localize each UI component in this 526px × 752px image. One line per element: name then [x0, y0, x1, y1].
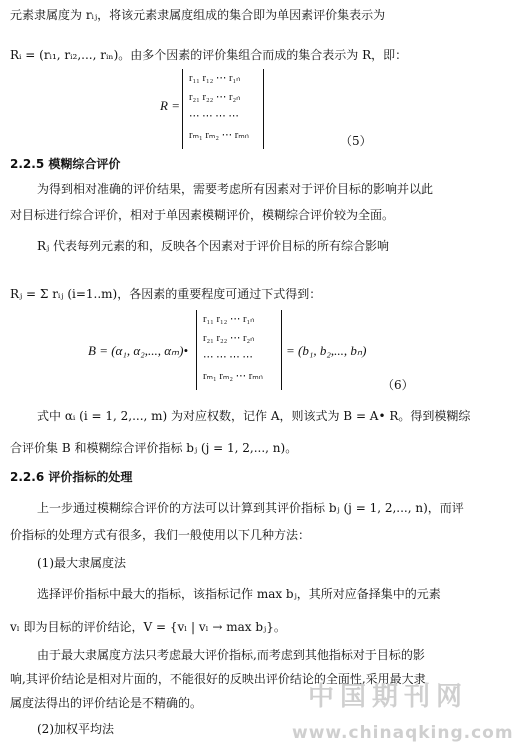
text-line: 为得到相对准确的评价结果，需要考虑所有因素对于评价目标的影响并以此	[37, 182, 434, 196]
text-line: 选择评价指标中最大的指标，该指标记作 max bⱼ，其所对应备择集中的元素	[37, 587, 441, 601]
text-line: 式中 αᵢ (i = 1, 2,..., m) 为对应权数，记作 A，则该式为 B = A• R。得到模糊综	[37, 409, 471, 423]
matrix-row: rₘ₁ rₘ₂ ⋯ rₘₙ	[203, 371, 263, 382]
text-line: Rⱼ = Σ rᵢⱼ (i=1..m)，各因素的重要程度可通过下式得到：	[10, 287, 322, 301]
watermark-url: www.chinaqking.com	[292, 723, 514, 743]
matrix-row: rₘ₁ rₘ₂ ⋯ rₘₙ	[189, 130, 249, 141]
matrix-lhs: R =	[160, 98, 180, 113]
matrix-row: r₂₁ r₂₂ ⋯ r₂ₙ	[203, 333, 255, 344]
list-item: (1)最大隶属度法	[37, 556, 126, 570]
section-heading: 2.2.6 评价指标的处理	[10, 470, 133, 484]
text-line: Rⱼ 代表每列元素的和，反映各个因素对于评价目标的所有综合影响	[37, 239, 390, 253]
text-line: 属度法得出的评价结论是不精确的。	[10, 696, 203, 710]
equation-lhs: B = (α₁, α₂,..., αₘ)•	[88, 343, 189, 358]
matrix-row: ⋯ ⋯ ⋯ ⋯	[189, 111, 239, 122]
list-item: (2)加权平均法	[37, 722, 114, 736]
equation-number: （6）	[382, 378, 414, 392]
text-line: 元素隶属度为 rᵢⱼ，将该元素隶属度组成的集合即为单因素评价集表示为	[10, 8, 386, 22]
matrix-eq6	[196, 310, 282, 390]
text-line: Rᵢ = (rᵢ₁, rᵢ₂,..., rᵢₙ)。由多个因素的评价集组合而成的集合表示为 R，即：	[10, 48, 408, 62]
watermark-logo-text: 中国期刊网	[308, 682, 469, 712]
text-line: 由于最大隶属度方法只考虑最大评价指标,而考虑到其他指标对于目标的影	[37, 648, 425, 662]
section-heading: 2.2.5 模糊综合评价	[10, 157, 121, 171]
matrix-row: r₁₁ r₁₂ ⋯ r₁ₙ	[189, 73, 241, 84]
equation-rhs: = (b₁, b₂,..., bₙ)	[286, 343, 367, 358]
matrix-r	[182, 69, 264, 149]
text-line: vₗ 即为目标的评价结论，V = {vₗ | vₗ → max bⱼ}。	[10, 620, 286, 634]
text-line: 上一步通过模糊综合评价的方法可以计算到其评价指标 bⱼ (j = 1, 2,..., n)，而评	[37, 501, 464, 515]
text-line: 响,其评价结论是相对片面的，不能很好的反映出评价结论的全面性,采用最大隶	[10, 672, 426, 686]
text-line: 对目标进行综合评价，相对于单因素模糊评价，模糊综合评价较为全面。	[10, 208, 395, 222]
text-line: 合评价集 B 和模糊综合评价指标 bⱼ (j = 1, 2,..., n)。	[10, 441, 298, 455]
matrix-row: r₂₁ r₂₂ ⋯ r₂ₙ	[189, 92, 241, 103]
matrix-row: r₁₁ r₁₂ ⋯ r₁ₙ	[203, 314, 255, 325]
matrix-row: ⋯ ⋯ ⋯ ⋯	[203, 352, 253, 363]
text-line: 价指标的处理方式有很多，我们一般使用以下几种方法：	[10, 528, 311, 542]
equation-number: （5）	[340, 134, 372, 148]
